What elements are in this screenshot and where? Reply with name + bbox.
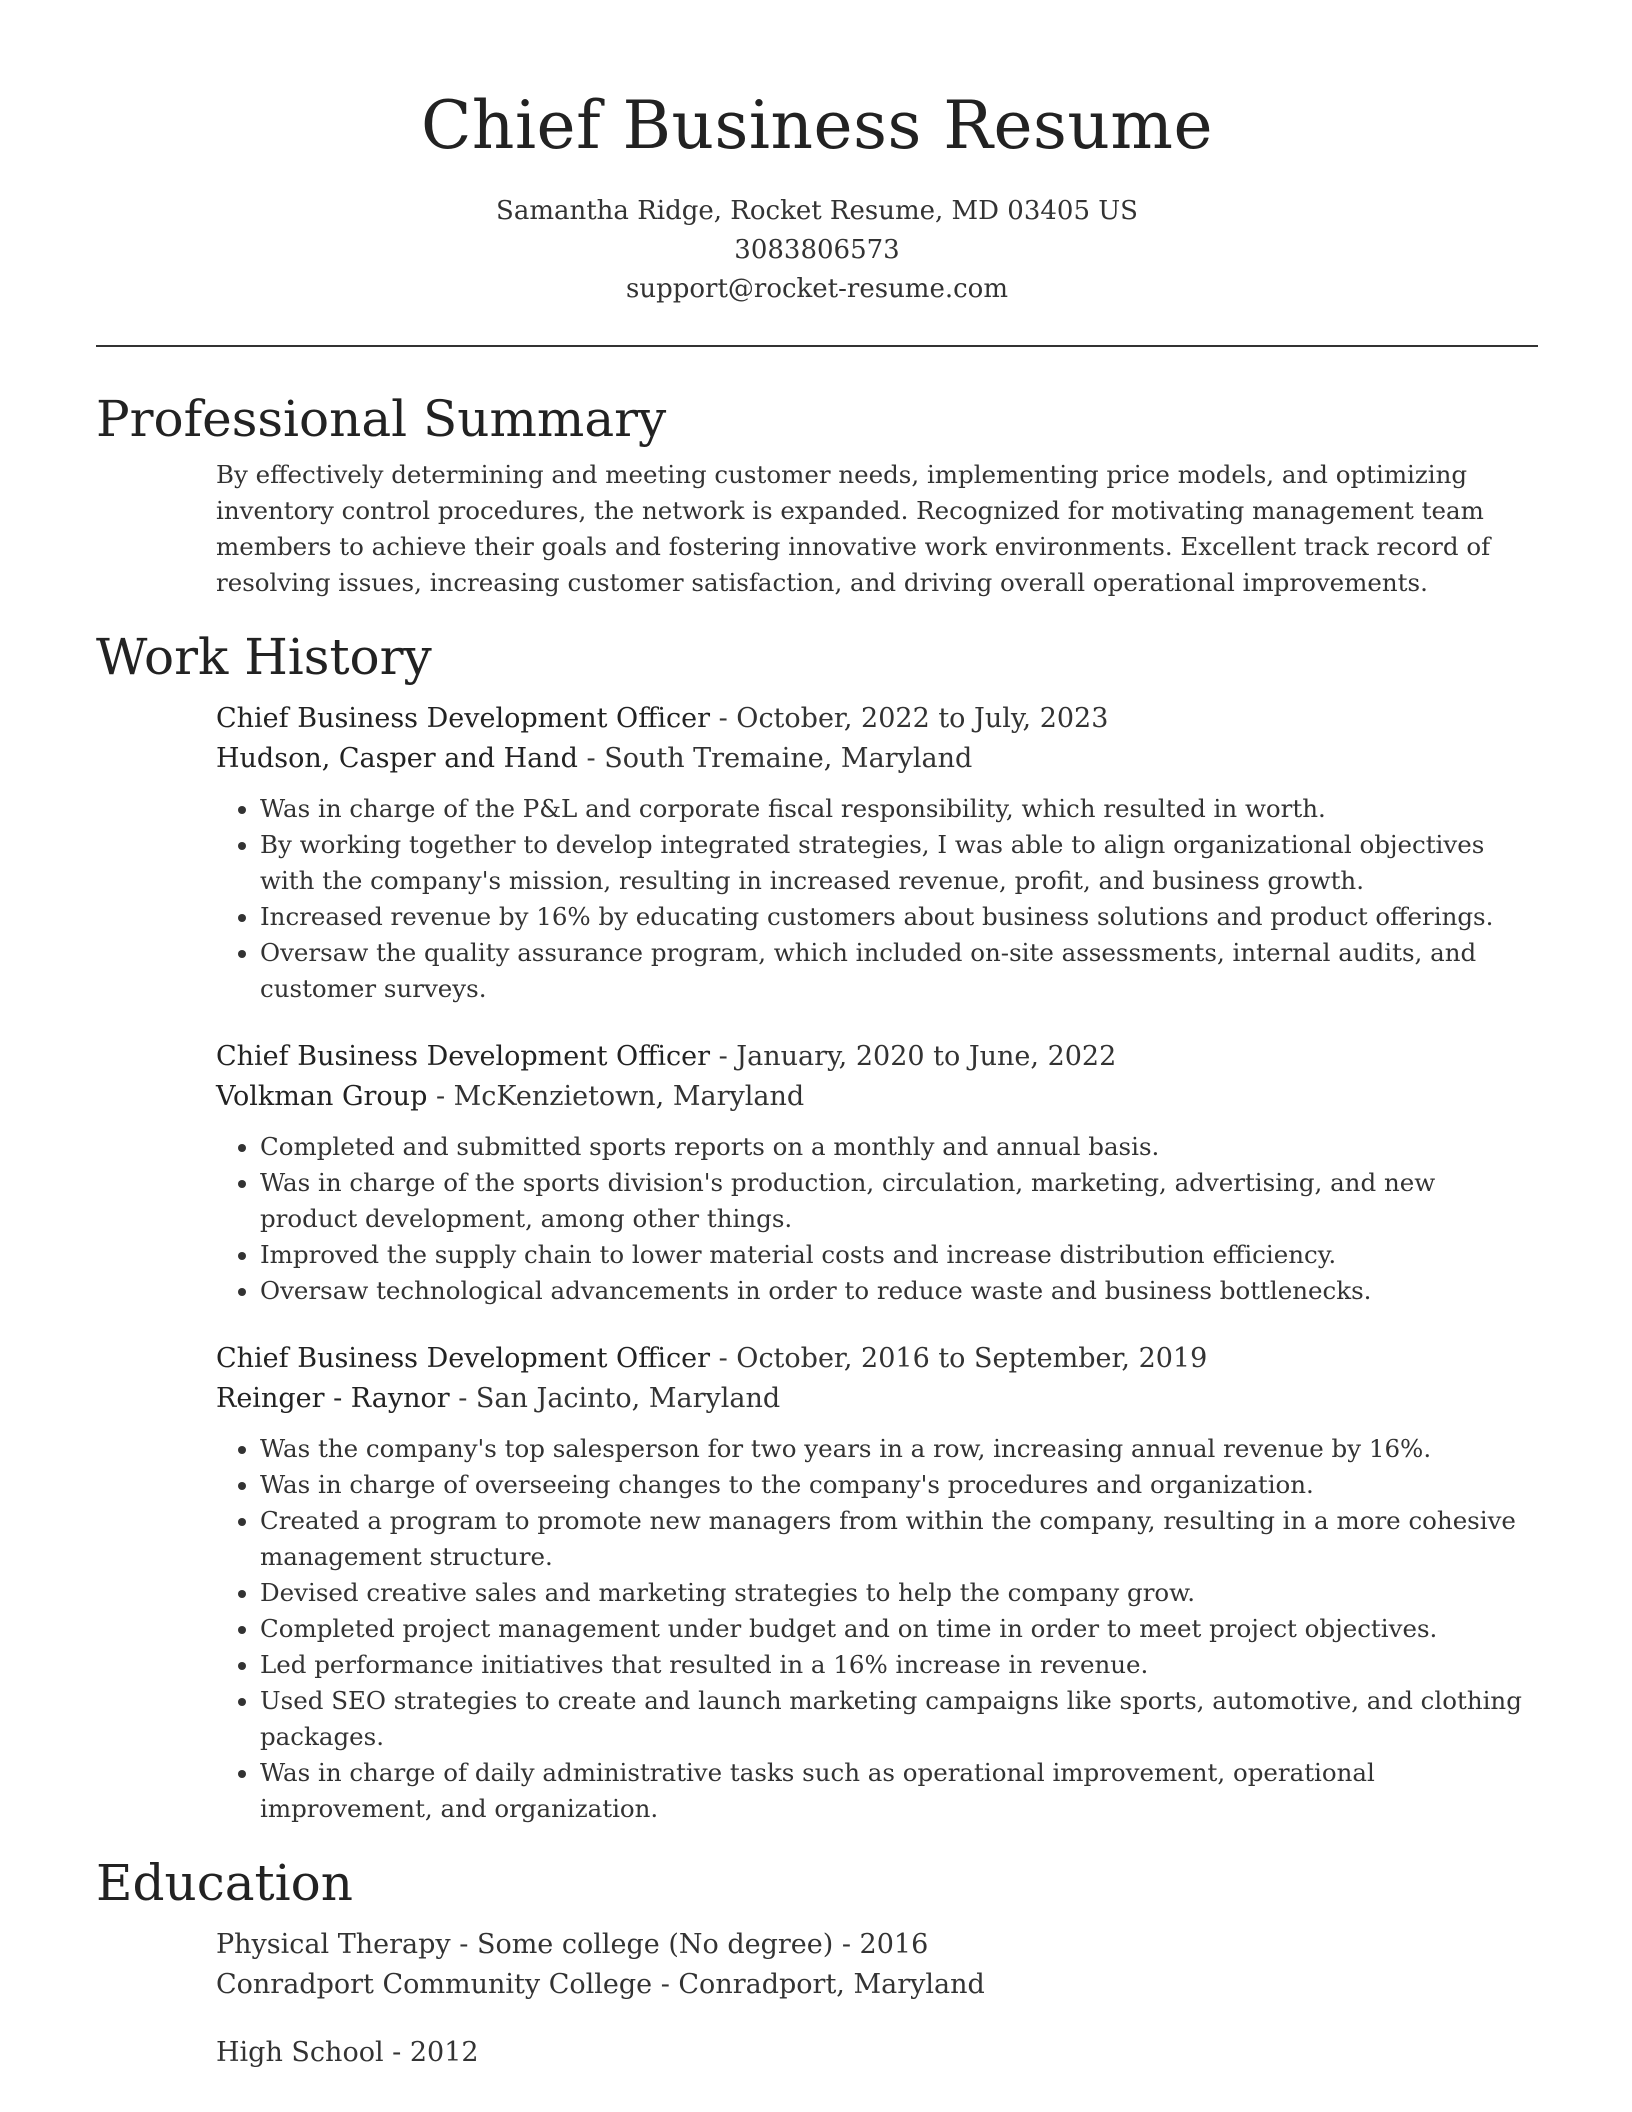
job-dates: - October, 2016 to September, 2019: [710, 1343, 1208, 1374]
education-degree-line: Physical Therapy - Some college (No degree) - 2016: [216, 1929, 929, 1960]
header-divider: [96, 345, 1538, 347]
summary-section: [216, 457, 1538, 601]
job-entry: [216, 1037, 1538, 1309]
resume-title: Chief Business Resume: [420, 87, 1214, 164]
job-bullet: • Completed project management under budget and on time in order to meet project objectives.: [260, 1611, 1538, 1647]
contact-address: Samantha Ridge, Rocket Resume, MD 03405 US: [496, 196, 1138, 226]
job-bullet: • Oversaw technological advancements in order to reduce waste and business bottlenecks.: [260, 1273, 1538, 1309]
contact-block: [96, 192, 1538, 309]
job-company: Volkman Group: [216, 1081, 428, 1112]
job-bullets: [216, 1129, 1538, 1309]
job-entry: [216, 1339, 1538, 1827]
job-title: Chief Business Development Officer: [216, 1041, 711, 1072]
education-degree-line: High School - 2012: [216, 2037, 479, 2068]
job-bullet: • Increased revenue by 16% by educating customers about business solutions and product offerings.: [260, 899, 1538, 935]
job-bullet: • Used SEO strategies to create and launch marketing campaigns like sports, automotive, and clothing packages.: [260, 1683, 1538, 1755]
job-entry: [216, 699, 1538, 1007]
job-bullet: • Completed and submitted sports reports on a monthly and annual basis.: [260, 1129, 1538, 1165]
job-location: - South Tremaine, Maryland: [577, 743, 973, 774]
work-history-heading: Work History: [96, 628, 432, 686]
job-bullet: • Created a program to promote new managers from within the company, resulting in a more cohesive management structure.: [260, 1503, 1538, 1575]
contact-phone: 3083806573: [734, 235, 900, 265]
job-bullet: • Devised creative sales and marketing strategies to help the company grow.: [260, 1575, 1538, 1611]
job-company-line: [216, 1077, 1538, 1117]
job-dates: - October, 2022 to July, 2023: [710, 703, 1109, 734]
job-bullet: • Was in charge of the P&L and corporate fiscal responsibility, which resulted in worth.: [260, 791, 1538, 827]
job-title-line: [216, 699, 1538, 739]
education-entry: [216, 1925, 1538, 2005]
job-company-line: [216, 739, 1538, 779]
job-bullets: [216, 1431, 1538, 1827]
job-company: Hudson, Casper and Hand: [216, 743, 578, 774]
resume-page: [96, 0, 1538, 2073]
job-bullet: • Led performance initiatives that resulted in a 16% increase in revenue.: [260, 1647, 1538, 1683]
education-entry: [216, 2033, 1538, 2073]
work-history-section: [216, 699, 1538, 1827]
summary-text: By effectively determining and meeting customer needs, implementing price models, and optimizing inventory control procedures, the network is expanded. Recognized for motivating management team members to achieve their goals and fostering innovative work environments. Excellent track record of resolving issues, increasing customer satisfaction, and driving overall operational improvements.: [216, 460, 1491, 597]
education-heading: Education: [96, 1854, 353, 1912]
job-bullet: • Improved the supply chain to lower material costs and increase distribution efficiency.: [260, 1237, 1538, 1273]
job-title: Chief Business Development Officer: [216, 1343, 711, 1374]
summary-heading: Professional Summary: [96, 390, 667, 448]
job-bullet: • Was the company's top salesperson for two years in a row, increasing annual revenue by 16%.: [260, 1431, 1538, 1467]
job-bullet: • Oversaw the quality assurance program, which included on-site assessments, internal audits, and customer surveys.: [260, 935, 1538, 1007]
job-bullet: • Was in charge of the sports division's production, circulation, marketing, advertising, and new product development, among other things.: [260, 1165, 1538, 1237]
job-title-line: [216, 1037, 1538, 1077]
job-company: Reinger - Raynor: [216, 1383, 450, 1414]
job-bullet: • Was in charge of overseeing changes to the company's procedures and organization.: [260, 1467, 1538, 1503]
job-location: - San Jacinto, Maryland: [449, 1383, 781, 1414]
job-bullet: • By working together to develop integrated strategies, I was able to align organizational objectives with the company's mission, resulting in increased revenue, profit, and business growth.: [260, 827, 1538, 899]
job-company-line: [216, 1379, 1538, 1419]
job-title-line: [216, 1339, 1538, 1379]
education-section: [216, 1925, 1538, 2073]
education-school-line: Conradport Community College - Conradport, Maryland: [216, 1969, 985, 2000]
job-bullet: • Was in charge of daily administrative tasks such as operational improvement, operational improvement, and organization.: [260, 1755, 1538, 1827]
job-bullets: [216, 791, 1538, 1007]
job-title: Chief Business Development Officer: [216, 703, 711, 734]
contact-email: support@rocket-resume.com: [625, 274, 1008, 304]
job-dates: - January, 2020 to June, 2022: [710, 1041, 1117, 1072]
job-location: - McKenzietown, Maryland: [427, 1081, 805, 1112]
